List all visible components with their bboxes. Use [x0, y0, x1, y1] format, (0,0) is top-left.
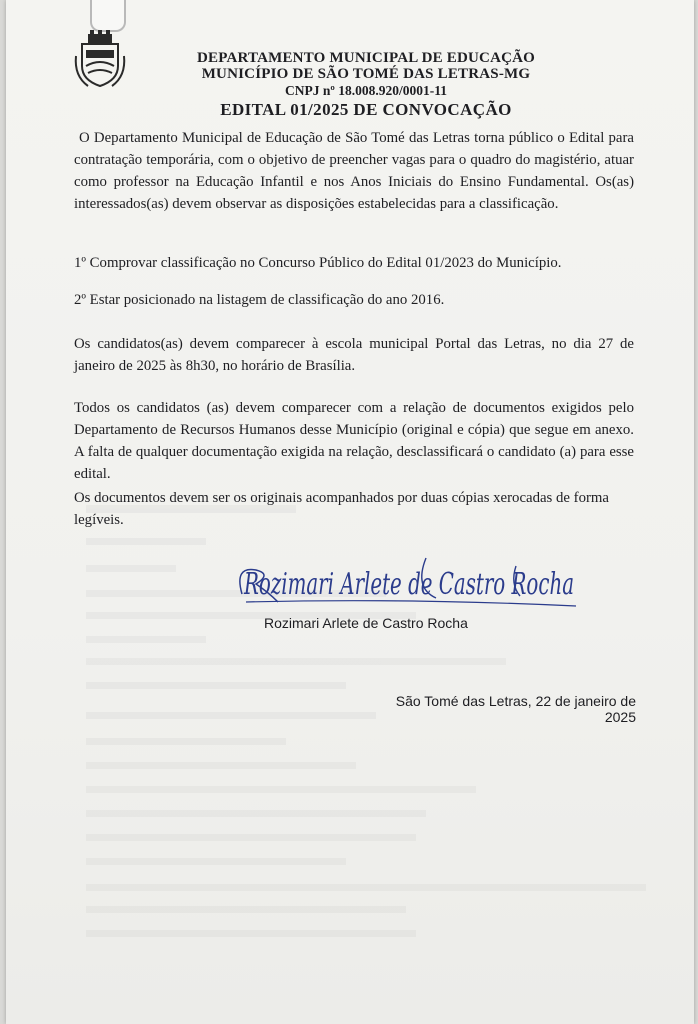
document-header	[126, 50, 606, 121]
signatory-name: Rozimari Arlete de Castro Rocha	[264, 615, 468, 631]
header-department: DEPARTAMENTO MUNICIPAL DE EDUCAÇÃO	[196, 50, 536, 66]
signature-handwriting: Rozimari Arlete de Castro Rocha	[243, 567, 575, 602]
document-title: EDITAL 01/2025 DE CONVOCAÇÃO	[220, 100, 512, 119]
intro-paragraph: O Departamento Municipal de Educação de São Tomé das Letras torna público o Edital para contratação temporária, com o objetivo de preencher vagas para o quadro do magistério, atuar como professor na Educação Infantil e nos Anos Iniciais do Ensino Fundamental. Os(as) interessados(as) devem observar as disposições estabelecidas para a classificação.	[74, 130, 634, 212]
handwritten-signature	[226, 548, 596, 618]
municipal-crest-icon	[74, 26, 126, 90]
header-cnpj: CNPJ nº 18.008.920/0001-11	[285, 83, 447, 98]
document-page	[6, 0, 694, 1024]
document-date: São Tomé das Letras, 22 de janeiro de 2025	[395, 693, 636, 725]
originals-paragraph: Os documentos devem ser os originais acompanhados por duas cópias xerocadas de forma legíveis.	[74, 490, 609, 528]
header-municipality: MUNICÍPIO DE SÃO TOMÉ DAS LETRAS-MG	[201, 66, 531, 82]
requirement-item-2: 2º Estar posicionado na listagem de classificação do ano 2016.	[74, 292, 445, 308]
documents-paragraph: Todos os candidatos (as) devem comparecer com a relação de documentos exigidos pelo Departamento de Recursos Humanos desse Município (original e cópia) que segue em anexo. A falta de qualquer documentação exigida na relação, desclassificará o candidato (a) para esse edital.	[74, 400, 634, 482]
convocation-paragraph: Os candidatos(as) devem comparecer à escola municipal Portal das Letras, no dia 27 de janeiro de 2025 às 8h30, no horário de Brasília.	[74, 336, 634, 374]
requirement-item-1: 1º Comprovar classificação no Concurso Público do Edital 01/2023 do Município.	[74, 255, 562, 271]
